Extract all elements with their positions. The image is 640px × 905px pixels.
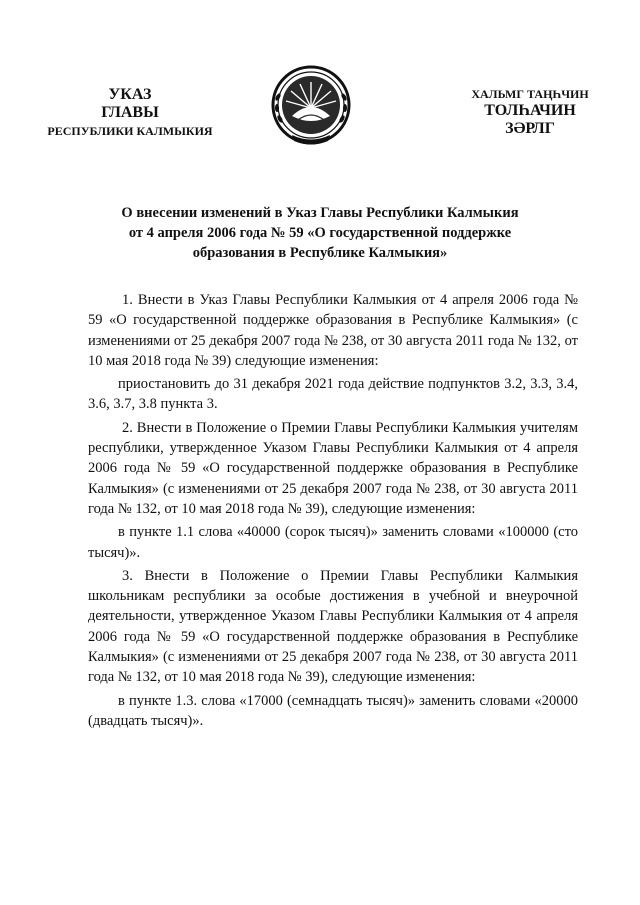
header-left-line2: ГЛАВЫ [101, 104, 159, 121]
header-right-line3: ЗӘРЛГ [505, 120, 555, 137]
header-right-line2: ТОЛҺАЧИН [484, 102, 576, 119]
coat-of-arms-icon [270, 62, 352, 146]
header-right [440, 86, 620, 138]
header-left-line3: РЕСПУБЛИКИ КАЛМЫКИЯ [47, 124, 213, 138]
header-left-line1: УКАЗ [108, 86, 152, 103]
header-left [0, 86, 260, 139]
paragraph-2-change: в пункте 1.1 слова «40000 (сорок тысяч)» заменить словами «100000 (сто тысяч)». [88, 524, 578, 561]
paragraph-3-change: в пункте 1.3. слова «17000 (семнадцать тысяч)» заменить словами «20000 (двадцать тысяч)». [88, 692, 578, 729]
title-line2: от 4 апреля 2006 года № 59 «О государственной поддержке [128, 225, 512, 241]
paragraph-2: 2. Внести в Положение о Премии Главы Республики Калмыкия учителям республики, утвержденное Указом Главы Республики Калмыкия от 4 апреля 2006 года № 59 «О государственной поддержке образования в Республике Калмыкия» (с изменениями от 25 декабря 2007 года № 238, от 30 августа 2011 года № 132, от 10 мая 2018 года № 39), следующие изменения: [88, 419, 578, 517]
document-body [88, 290, 578, 734]
header-right-line1: ХАЛЬМГ ТАҢҺЧИН [471, 87, 589, 101]
title-line3: образования в Республике Калмыкия» [192, 245, 448, 261]
paragraph-1: 1. Внести в Указ Главы Республики Калмыкия от 4 апреля 2006 года № 59 «О государственной поддержке образования в Республике Калмыкия» (с изменениями от 25 декабря 2007 года № 238, от 30 августа 2011 года № 132, от 10 мая 2018 года № 39) следующие изменения: [88, 292, 578, 369]
paragraph-3: 3. Внести в Положение о Премии Главы Республики Калмыкия школьникам республики за особые достижения в учебной и внеурочной деятельности, утвержденное Указом Главы Республики Калмыкия от 4 апреля 2006 года № 59 «О государственной поддержке образования в Республике Калмыкия» (с изменениями от 25 декабря 2007 года № 238, от 30 августа 2011 года № 132, от 10 мая 2018 года № 39), следующие изменения: [88, 567, 578, 686]
paragraph-1-change: приостановить до 31 декабря 2021 года действие подпунктов 3.2, 3.3, 3.4, 3.6, 3.7, 3.8 пункта 3. [88, 376, 578, 413]
title-line1: О внесении изменений в Указ Главы Республики Калмыкия [121, 205, 519, 221]
document-title [80, 203, 560, 263]
